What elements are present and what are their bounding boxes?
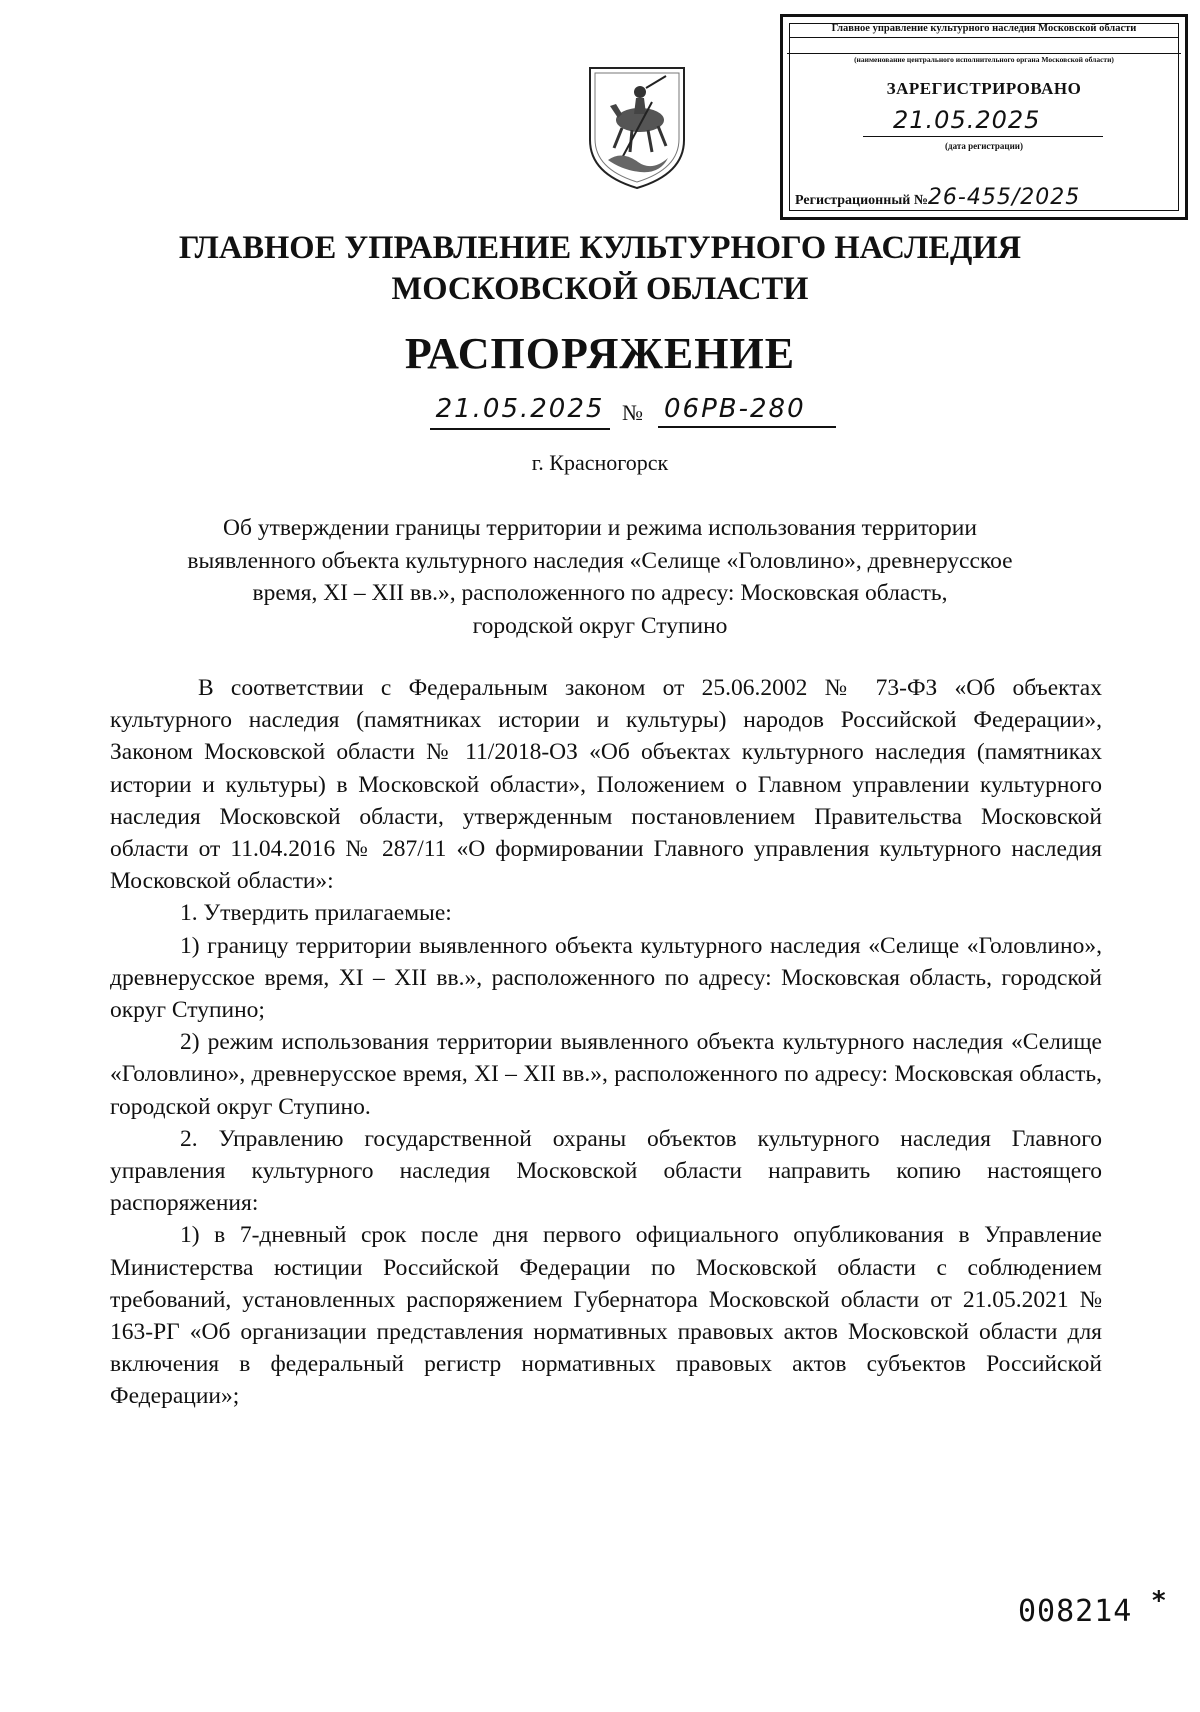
document-number: 06РВ-280 [658,394,836,428]
item-2-1: 1) в 7-дневный срок после дня первого официального опубликования в Управление Министерства юстиции Российской Федерации по Московской области с соблюдением требований, установленных распоряжением Губернатора Московской области от 21.05.2021 № 163-РГ «Об организации представления нормативных правовых актов Московской области для включения в федеральный регистр нормативных правовых актов субъектов Российской Федерации»; [110,1222,1102,1410]
moscow-oblast-coat-of-arms-icon [582,62,692,192]
stamp-number-row [795,185,1080,210]
heading-line-1: ГЛАВНОЕ УПРАВЛЕНИЕ КУЛЬТУРНОГО НАСЛЕДИЯ [178,230,1022,266]
form-mark: * [1152,1586,1166,1616]
document-body [110,672,1102,1413]
preamble-paragraph: В соответствии с Федеральным законом от 25.06.2002 № 73-ФЗ «Об объектах культурного наследия (памятниках истории и культуры) народов Российской Федерации», Законом Московской области № 11/2018-ОЗ «Об объектах культурного наследия (памятниках истории и культуры) в Московской области», Положением о Главном управлении культурного наследия Московской области, утвержденным постановлением Правительства Московской области от 11.04.2016 № 287/11 «О формировании Главного управления культурного наследия Московской области»: [110,675,1102,895]
number-sign: № [622,400,643,425]
stamp-number-label: Регистрационный № [795,193,928,208]
stamp-date-caption: (дата регистрации) [945,141,1023,151]
item-1: 1. Утвердить прилагаемые: [180,900,452,927]
document-subject [120,512,1080,642]
stamp-organization: Главное управление культурного наследия Московской области [789,23,1179,38]
issuing-authority-heading [0,228,1200,310]
item-1-1: 1) границу территории выявленного объекта культурного наследия «Селище «Головлино», древнерусское время, XI – XII вв.», расположенного по адресу: Московская область, городской округ Ступино; [110,932,1102,1024]
heading-line-2: МОСКОВСКОЙ ОБЛАСТИ [391,271,809,307]
subject-line-4: городской округ Ступино [472,612,728,639]
registration-stamp [780,14,1188,220]
subject-line-3: время, XI – XII вв.», расположенного по адресу: Московская область, [252,580,948,606]
date-number-line [430,394,850,434]
stamp-registration-date: 21.05.2025 [863,105,1103,137]
document-date: 21.05.2025 [430,394,610,430]
document-type: РАСПОРЯЖЕНИЕ [404,329,796,378]
stamp-registered-label: ЗАРЕГИСТРИРОВАНО [886,79,1082,98]
stamp-organization-caption: (наименование центрального исполнительного органа Московской области) [787,53,1181,64]
subject-line-2: выявленного объекта культурного наследия «Селище «Головлино», древнерусское [187,547,1013,574]
item-2: 2. Управлению государственной охраны объектов культурного наследия Главного управления культурного наследия Московской области направить копию настоящего распоряжения: [110,1125,1102,1217]
issue-city: г. Красногорск [531,450,669,475]
item-1-2: 2) режим использования территории выявленного объекта культурного наследия «Селище «Головлино», древнерусское время, XI – XII вв.», расположенного по адресу: Московская область, городской округ Ступино. [110,1029,1102,1120]
form-number: 008214 [1018,1594,1133,1629]
stamp-registration-number: 26-455/2025 [927,185,1081,210]
subject-line-1: Об утверждении границы территории и режима использования территории [223,515,977,541]
